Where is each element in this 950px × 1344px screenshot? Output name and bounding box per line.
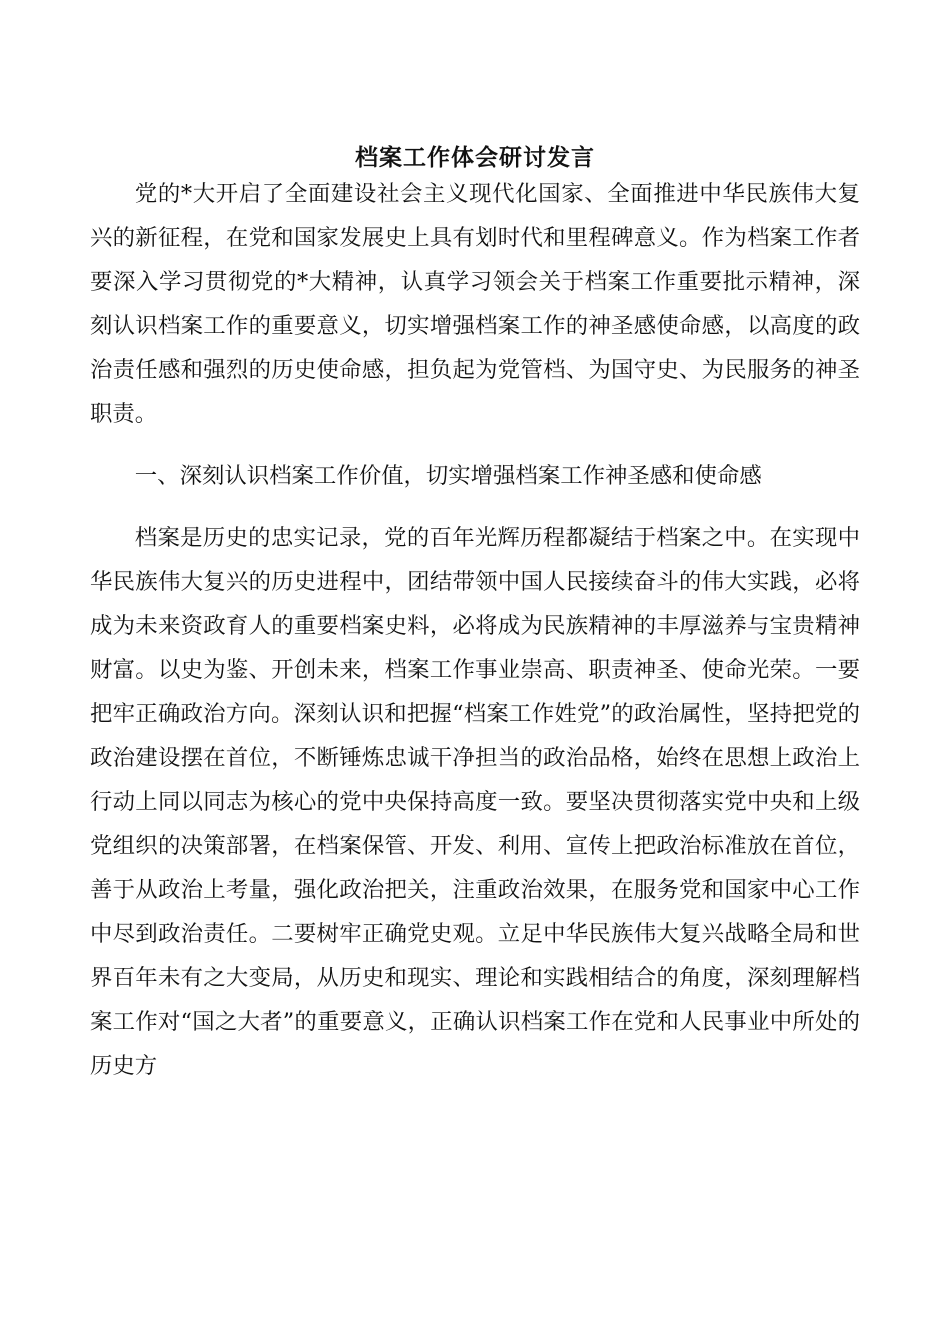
section-heading-1: 一、深刻认识档案工作价值，切实增强档案工作神圣感和使命感: [134, 463, 762, 489]
paragraph-section-1: 档案是历史的忠实记录，党的百年光辉历程都凝结于档案之中。在实现中华民族伟大复兴的历史进程中，团结带领中国人民接续奋斗的伟大实践，必将成为未来资政育人的重要档案史料，必将成为民族精神的丰厚滋养与宝贵精神财富。以史为鉴、开创未来，档案工作事业崇高、职责神圣、使命光荣。一要把牢正确政治方向。深刻认识和把握“档案工作姓党”的政治属性，坚持把党的政治建设摆在首位，不断锤炼忠诚干净担当的政治品格，始终在思想上政治上行动上同以同志为核心的党中央保持高度一致。要坚决贯彻落实党中央和上级党组织的决策部署，在档案保管、开发、利用、宣传上把政治标准放在首位，善于从政治上考量，强化政治把关，注重政治效果，在服务党和国家中心工作中尽到政治责任。二要树牢正确党史观。立足中华民族伟大复兴战略全局和世界百年未有之大变局，从历史和现实、理论和实践相结合的角度，深刻理解档案工作对“国之大者”的重要意义，正确认识档案工作在党和人民事业中所处的历史方: [90, 525, 860, 1079]
document-title: 档案工作体会研讨发言: [355, 144, 595, 171]
document-body: [90, 172, 860, 1088]
paragraph-intro: 党的*大开启了全面建设社会主义现代化国家、全面推进中华民族伟大复兴的新征程，在党和国家发展史上具有划时代和里程碑意义。作为档案工作者要深入学习贯彻党的*大精神，认真学习领会关于档案工作重要批示精神，深刻认识档案工作的重要意义，切实增强档案工作的神圣感使命感，以高度的政治责任感和强烈的历史使命感，担负起为党管档、为国守史、为民服务的神圣职责。: [90, 181, 860, 427]
